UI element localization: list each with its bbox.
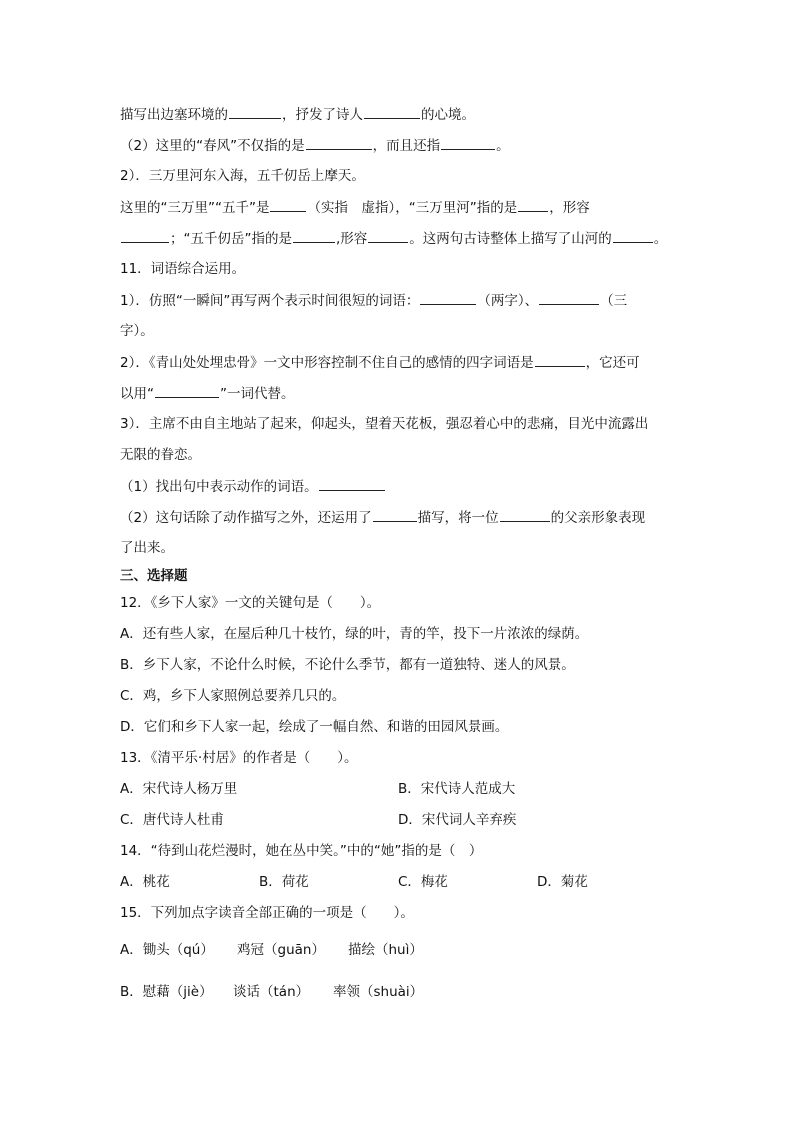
option-14c[interactable]: C．梅花 (398, 874, 448, 890)
option-15b-word3: 率领（shuài） (333, 984, 424, 1000)
option-13b[interactable]: B．宋代诗人范成大 (398, 781, 516, 797)
answer-blank[interactable] (613, 228, 653, 243)
text-line-5: ；“五千仞岳”指的是 ,形容 。这两句古诗整体上描写了山河的 。 (120, 228, 667, 249)
text-line-11: 3）．主席不由自主地站了起来，仰起头，望着天花板，强忍着心中的悲痛，目光中流露出 (120, 416, 649, 432)
option-14b[interactable]: B．荷花 (259, 874, 309, 890)
answer-blank[interactable] (229, 104, 281, 119)
option-15b-word2: 谈话（tán） (233, 984, 310, 1000)
option-14a[interactable]: A．桃花 (120, 874, 170, 890)
answer-blank[interactable] (121, 228, 169, 243)
answer-blank[interactable] (364, 104, 420, 119)
question-13: 13．《清平乐·村居》的作者是（ ）。 (120, 750, 358, 766)
option-15a-word2: 鸡冠（guān） (237, 942, 325, 958)
option-12d[interactable]: D．它们和乡下人家一起，绘成了一幅自然、和谐的田园风景画。 (120, 719, 509, 735)
text-line-2: （2）这里的“春风”不仅指的是 ，而且还指 。 (120, 135, 510, 156)
option-15a-word3: 描绘（huì） (348, 942, 423, 958)
option-15a-word1[interactable]: A．锄头（qú） (120, 942, 214, 958)
question-12: 12．《乡下人家》一文的关键句是（ ）。 (120, 595, 381, 611)
answer-blank[interactable] (368, 228, 408, 243)
answer-blank[interactable] (373, 507, 417, 522)
option-12b[interactable]: B．乡下人家，不论什么时候，不论什么季节，都有一道独特、迷人的风景。 (120, 657, 575, 673)
answer-blank[interactable] (270, 197, 306, 212)
option-15b-word1[interactable]: B．慰藉（jiè） (120, 984, 213, 1000)
answer-blank[interactable] (441, 135, 495, 150)
option-13a[interactable]: A．宋代诗人杨万里 (120, 781, 238, 797)
question-15: 15．下列加点字读音全部正确的一项是（ ）。 (120, 905, 414, 921)
text-line-9: 2）．《青山处处埋忠骨》一文中形容控制不住自己的感情的四字词语是 ，它还可 (120, 352, 640, 373)
answer-blank[interactable] (319, 476, 385, 491)
answer-blank[interactable] (420, 290, 476, 305)
option-14d[interactable]: D．菊花 (537, 874, 588, 890)
text-line-12: 无限的眷恋。 (120, 447, 201, 463)
answer-blank[interactable] (518, 197, 548, 212)
text-line-1: 描写出边塞环境的 ，抒发了诗人 的心境。 (120, 104, 475, 125)
section-title: 三、选择题 (120, 568, 188, 584)
option-12a[interactable]: A．还有些人家，在屋后种几十枝竹，绿的叶，青的竿，投下一片浓浓的绿荫。 (120, 626, 589, 642)
text-line-15: 了出来。 (120, 540, 174, 556)
answer-blank[interactable] (155, 383, 219, 398)
text-line-3: 2）．三万里河东入海，五千仞岳上摩天。 (120, 168, 365, 184)
answer-blank[interactable] (539, 290, 599, 305)
text-line-8: 字）。 (120, 323, 154, 339)
text-line-13: （1）找出句中表示动作的词语。 (120, 476, 386, 497)
answer-blank[interactable] (306, 135, 372, 150)
text-line-7: 1）．仿照“一瞬间”再写两个表示时间很短的词语： （两字）、 （三 (120, 290, 627, 311)
option-13c[interactable]: C．唐代诗人杜甫 (120, 812, 224, 828)
text-line-10: 以用“ ”一词代替。 (120, 383, 295, 404)
text-line-4: 这里的“三万里”“五千”是 （实指 虚指），“三万里河”指的是 ，形容 (120, 197, 590, 218)
question-11-title: 11．词语综合运用。 (120, 261, 246, 277)
question-14: 14．“待到山花烂漫时，她在丛中笑。”中的“她”指的是（ ） (120, 843, 483, 859)
option-13d[interactable]: D．宋代词人辛弃疾 (398, 812, 517, 828)
answer-blank[interactable] (293, 228, 335, 243)
option-12c[interactable]: C．鸡，乡下人家照例总要养几只的。 (120, 688, 346, 704)
answer-blank[interactable] (535, 352, 585, 367)
text-line-14: （2）这句话除了动作描写之外，还运用了 描写，将一位 的父亲形象表现 (120, 507, 645, 528)
answer-blank[interactable] (500, 507, 550, 522)
